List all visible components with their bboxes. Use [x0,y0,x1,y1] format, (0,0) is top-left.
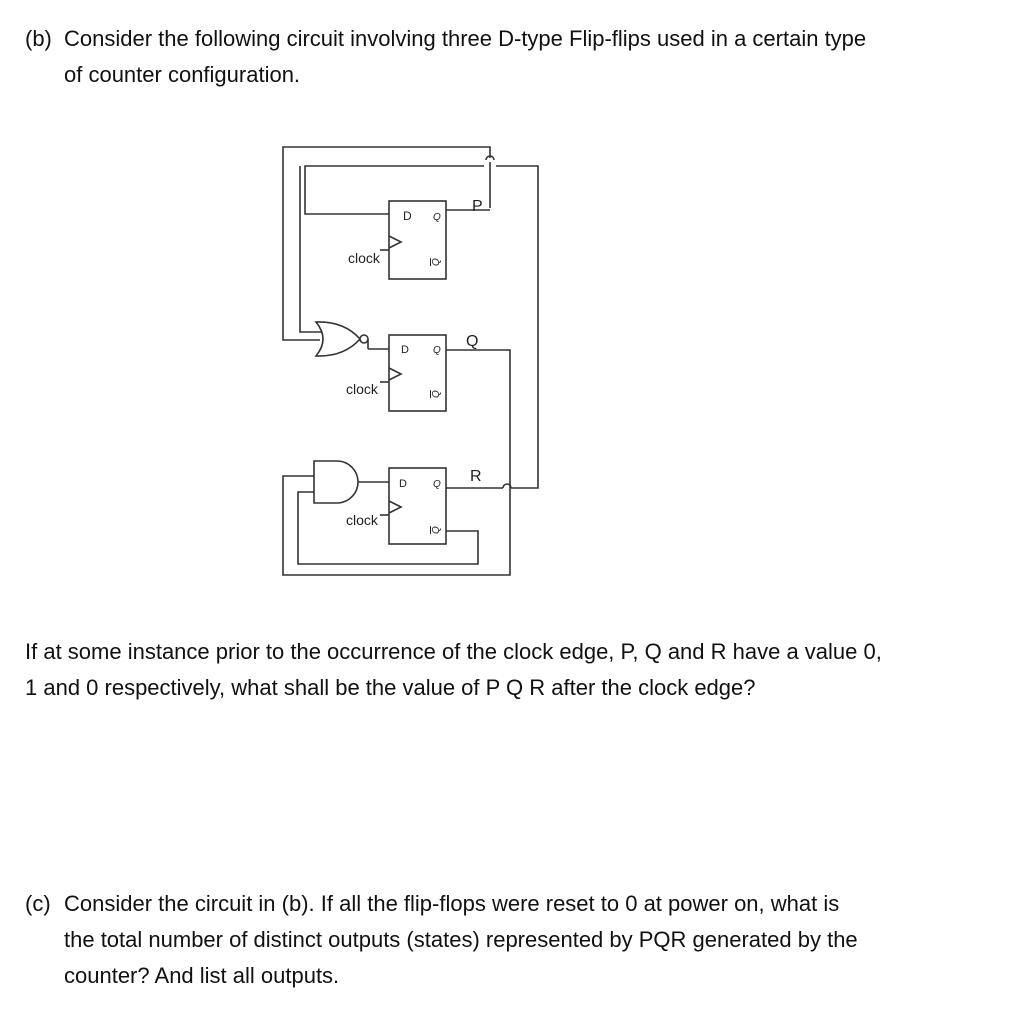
question-c-line-2: the total number of distinct outputs (states) represented by PQR generated by the [64,927,858,952]
nor-gate-bubble [360,335,368,343]
flip-flop-p-d-label: D [403,209,412,223]
question-b-paragraph-line-1: If at some instance prior to the occurrence of the clock edge, P, Q and R have a value 0, [25,639,882,664]
question-c-line-1: Consider the circuit in (b). If all the flip-flops were reset to 0 at power on, what is [64,891,840,916]
nor-gate [316,322,360,356]
output-p-label: P [472,198,483,215]
question-b-paragraph [25,634,1000,706]
flip-flop-r-q-label: Q [433,479,441,490]
question-b-line-1: Consider the following circuit involving three D-type Flip-flips used in a certain type [64,26,867,51]
flip-flop-p-q-label: Q [433,212,441,223]
output-r-label: R [470,468,482,485]
flip-flop-p-qbar-label: Q [431,258,442,266]
flip-flop-r-d-label: D [399,478,407,490]
output-q-label: Q [466,333,479,350]
flip-flop-q-d-label: D [401,344,409,356]
flip-flop-r-clock-label: clock [346,512,378,528]
question-c-text [64,886,994,994]
flip-flop-q-q-label: Q [433,345,441,356]
wire-nor-outer-loop [283,147,490,340]
question-b-marker: (b) [25,26,52,51]
flip-flop-q-qbar-label: Q [431,390,442,398]
flip-flop-p-clock-label: clock [348,250,380,266]
question-b-line-2: of counter configuration. [64,62,301,87]
and-gate [314,461,358,503]
flip-flop-q-clock-label: clock [346,381,378,397]
question-c-line-3: counter? And list all outputs. [64,963,340,988]
question-c-marker: (c) [25,891,51,916]
flip-flop-r-qbar-label: Q [431,526,442,534]
question-b-paragraph-line-2: 1 and 0 respectively, what shall be the value of P Q R after the clock edge? [25,675,756,700]
